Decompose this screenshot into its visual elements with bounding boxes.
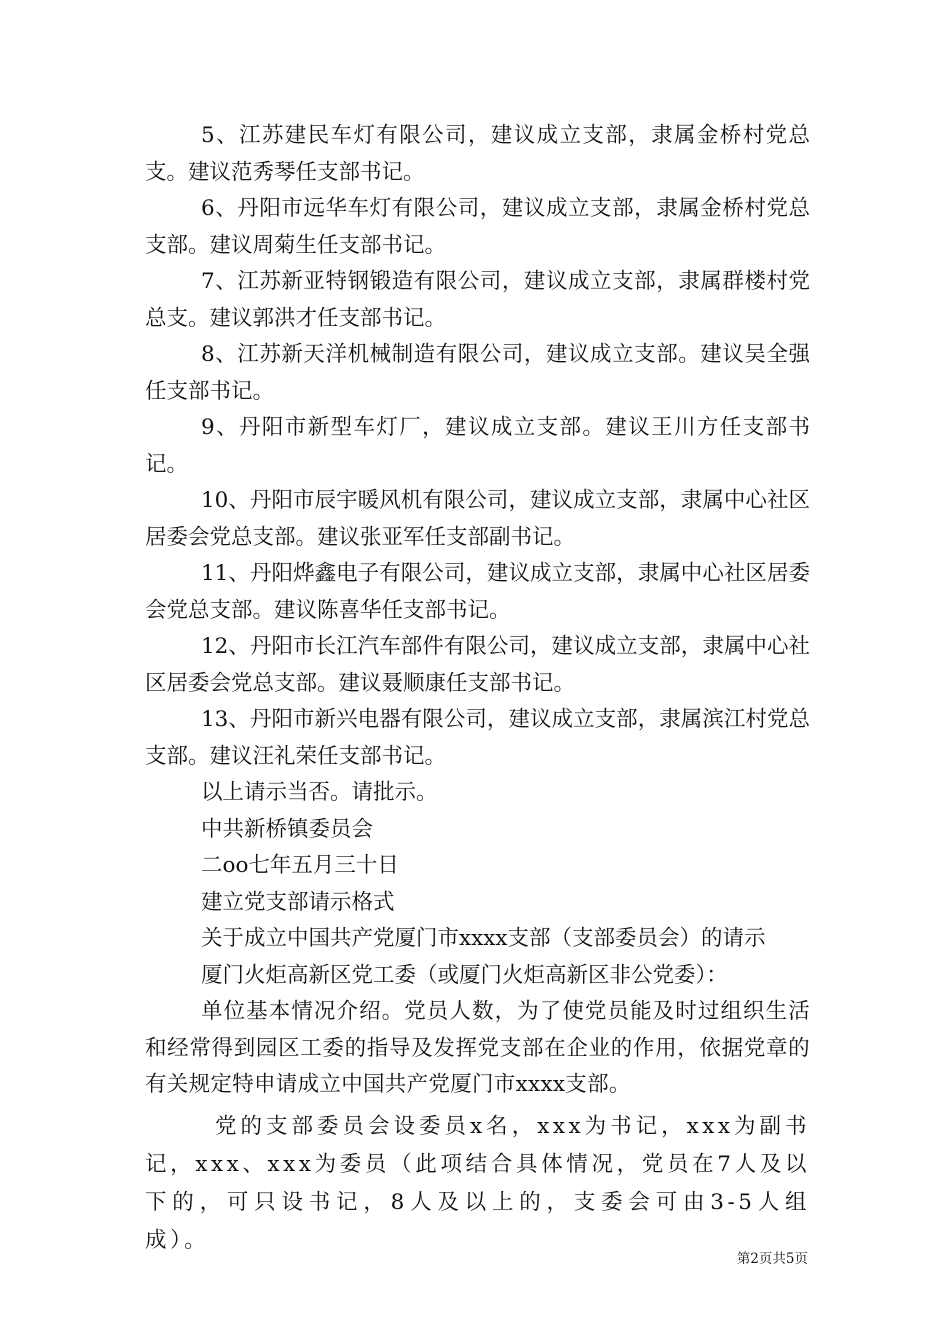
signature-org: 中共新桥镇委员会 [201, 816, 374, 842]
paragraph-item-8: 8、江苏新天洋机械制造有限公司，建议成立支部。建议吴全强任支部书记。 [145, 342, 810, 404]
paragraph-item-7: 7、江苏新亚特钢锻造有限公司，建议成立支部，隶属群楼村党总支。建议郭洪才任支部书记。 [145, 269, 810, 331]
paragraph-item-12: 12、丹阳市长江汽车部件有限公司，建议成立支部，隶属中心社区居委会党总支部。建议聂顺康任支部书记。 [145, 634, 810, 696]
signature-date: 二oo七年五月三十日 [201, 853, 399, 878]
request-title: 关于成立中国共产党厦门市xxxx支部（支部委员会）的请示 [201, 926, 766, 951]
page-number: 第2页共5页 [736, 1251, 808, 1267]
paragraph-item-13: 13、丹阳市新兴电器有限公司，建议成立支部，隶属滨江村党总支部。建议汪礼荣任支部书记。 [145, 707, 810, 769]
paragraph-item-5: 5、江苏建民车灯有限公司，建议成立支部，隶属金桥村党总支。建议范秀琴任支部书记。 [145, 123, 810, 185]
section-heading: 建立党支部请示格式 [201, 889, 395, 915]
paragraph-item-10: 10、丹阳市辰宇暖风机有限公司，建议成立支部，隶属中心社区居委会党总支部。建议张亚军任支部副书记。 [145, 488, 810, 550]
paragraph-item-11: 11、丹阳烨鑫电子有限公司，建议成立支部，隶属中心社区居委会党总支部。建议陈喜华任支部书记。 [145, 561, 810, 623]
request-addressee: 厦门火炬高新区党工委（或厦门火炬高新区非公党委）： [201, 962, 728, 988]
paragraph-item-6: 6、丹阳市远华车灯有限公司，建议成立支部，隶属金桥村党总支部。建议周菊生任支部书记。 [145, 196, 810, 258]
committee-note: 党的支部委员会设委员x名，xxx为书记，xxx为副书记，xxx、xxx为委员（此项结合具体情况，党员在7人及以下的，可只设书记，8人及以上的，支委会可由3-5人组成）。 [145, 1113, 810, 1253]
document-body [145, 118, 810, 1260]
paragraph-item-9: 9、丹阳市新型车灯厂，建议成立支部。建议王川方任支部书记。 [145, 415, 810, 477]
request-body: 单位基本情况介绍。党员人数，为了使党员能及时过组织生活和经常得到园区工委的指导及发挥党支部在企业的作用，依据党章的有关规定特申请成立中国共产党厦门市xxxx支部。 [145, 999, 810, 1097]
closing-request: 以上请示当否。请批示。 [201, 780, 438, 805]
